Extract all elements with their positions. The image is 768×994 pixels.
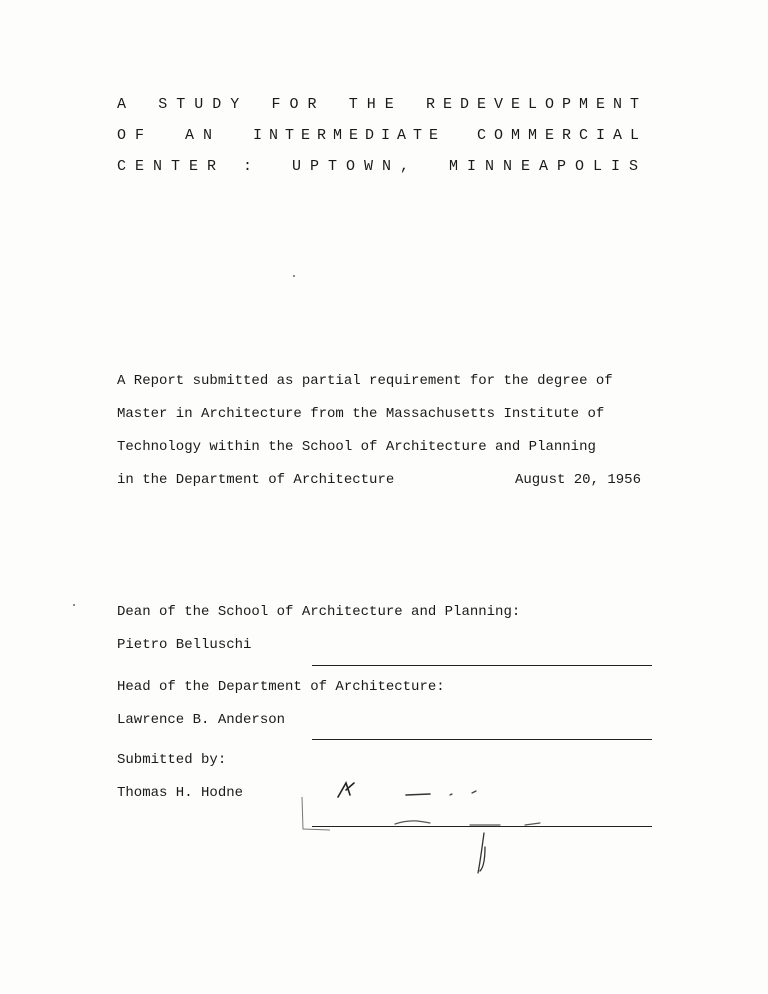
submitted-name: Thomas H. Hodne <box>117 785 244 801</box>
title-word: A <box>117 96 136 113</box>
report-statement-line: Technology within the School of Architecture and Planning <box>117 439 596 455</box>
head-label: Head of the Department of Architecture: <box>117 679 445 695</box>
dean-name: Pietro Belluschi <box>117 637 252 653</box>
head-name: Lawrence B. Anderson <box>117 712 286 728</box>
department-text: in the Department of Architecture <box>117 472 395 488</box>
submitted-label: Submitted by: <box>117 752 227 768</box>
title-word: AN <box>184 127 221 144</box>
title-word: COMMERCIAL <box>476 127 647 144</box>
title-word: STUDY <box>158 96 249 113</box>
title-word: MINNEAPOLIS <box>448 158 647 175</box>
title-word: UPTOWN, <box>291 158 418 175</box>
scan-speck <box>293 275 295 277</box>
submission-date: August 20, 1956 <box>514 472 641 488</box>
title-word: REDEVELOPMENT <box>425 96 647 113</box>
title-line-2 <box>117 127 647 151</box>
title-word: INTERMEDIATE <box>252 127 445 144</box>
title-line-3 <box>117 158 647 182</box>
title-word: CENTER : <box>117 158 262 175</box>
title-line-1 <box>117 96 647 120</box>
title-word: THE <box>348 96 403 113</box>
report-statement-line: Master in Architecture from the Massachusetts Institute of <box>117 406 605 422</box>
dean-signature-line <box>312 665 652 666</box>
dean-label: Dean of the School of Architecture and Planning: <box>117 604 521 620</box>
scan-speck <box>73 604 75 606</box>
report-statement-line <box>117 472 641 488</box>
report-statement-line: A Report submitted as partial requirement for the degree of <box>117 373 613 389</box>
handwritten-signature <box>280 753 660 893</box>
title-word: OF <box>117 127 154 144</box>
title-word: FOR <box>271 96 326 113</box>
head-signature-line <box>312 739 652 740</box>
